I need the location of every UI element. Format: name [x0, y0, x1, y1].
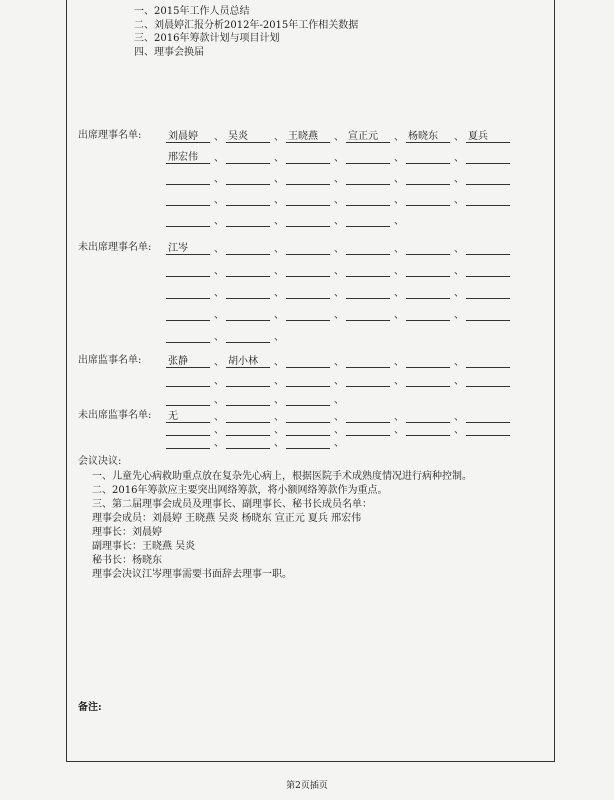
- name-blank: 刘晨婷: [166, 131, 210, 143]
- name-blank: [166, 424, 210, 436]
- name-blank: [226, 215, 270, 227]
- separator: 、: [454, 310, 464, 321]
- name-blank: [406, 424, 450, 436]
- separator: 、: [394, 266, 404, 277]
- separator: 、: [394, 174, 404, 185]
- separator: 、: [214, 288, 224, 299]
- name-blank: [286, 194, 330, 206]
- name-blank: 无: [166, 411, 210, 423]
- name-blank: [406, 356, 450, 368]
- name-blank: [286, 424, 330, 436]
- separator: 、: [274, 288, 284, 299]
- name-blank: [226, 173, 270, 185]
- separator: 、: [214, 153, 224, 164]
- separator: 、: [274, 266, 284, 277]
- separator: 、: [274, 412, 284, 423]
- name-blank: [286, 265, 330, 277]
- name-blank: 宣正元: [346, 131, 390, 143]
- name-blank: [226, 411, 270, 423]
- separator: 、: [274, 195, 284, 206]
- name-blank: [346, 194, 390, 206]
- name-blank: [226, 152, 270, 164]
- name-blank: [166, 394, 210, 406]
- separator: 、: [214, 357, 224, 368]
- resolution-line: 二、2016年筹款应主要突出网络筹款，将小额网络筹款作为重点。: [92, 485, 388, 496]
- separator: 、: [454, 153, 464, 164]
- name-blank: [226, 265, 270, 277]
- separator: 、: [274, 438, 284, 449]
- name-blank: [406, 243, 450, 255]
- resolution-title: 会议决议:: [78, 456, 122, 467]
- name-blank: 吴炎: [226, 131, 270, 143]
- name-blank: 胡小林: [226, 356, 270, 368]
- separator: 、: [214, 266, 224, 277]
- separator: 、: [334, 132, 344, 143]
- separator: 、: [334, 376, 344, 387]
- separator: 、: [274, 216, 284, 227]
- separator: 、: [454, 357, 464, 368]
- separator: 、: [214, 244, 224, 255]
- separator: 、: [274, 376, 284, 387]
- separator: 、: [454, 412, 464, 423]
- separator: 、: [274, 357, 284, 368]
- name-blank: [226, 287, 270, 299]
- name-blank: [406, 309, 450, 321]
- attending-supervisors-label: 出席监事名单:: [78, 355, 142, 366]
- separator: 、: [394, 376, 404, 387]
- separator: 、: [334, 195, 344, 206]
- separator: 、: [214, 132, 224, 143]
- name-blank: [346, 287, 390, 299]
- separator: 、: [274, 174, 284, 185]
- agenda-item: 三、2016年筹款计划与项目计划: [134, 33, 280, 44]
- name-blank: [226, 394, 270, 406]
- separator: 、: [334, 153, 344, 164]
- separator: 、: [334, 395, 344, 406]
- separator: 、: [274, 310, 284, 321]
- separator: 、: [274, 132, 284, 143]
- name-blank: [406, 265, 450, 277]
- separator: 、: [394, 310, 404, 321]
- name-blank: [166, 287, 210, 299]
- name-blank: [286, 437, 330, 449]
- name-blank: [286, 375, 330, 387]
- separator: 、: [454, 174, 464, 185]
- name-blank: [346, 173, 390, 185]
- name-blank: [346, 265, 390, 277]
- name-blank: [166, 331, 210, 343]
- separator: 、: [334, 357, 344, 368]
- name-blank: [226, 437, 270, 449]
- name-blank: [286, 243, 330, 255]
- name-blank: [166, 437, 210, 449]
- separator: 、: [454, 376, 464, 387]
- resolution-line: 副理事长：王晓燕 吴炎: [92, 541, 196, 552]
- separator: 、: [334, 288, 344, 299]
- name-blank: [286, 356, 330, 368]
- name-blank: [466, 309, 510, 321]
- name-blank: [286, 309, 330, 321]
- name-blank: [346, 309, 390, 321]
- name-blank: [406, 411, 450, 423]
- separator: 、: [274, 244, 284, 255]
- separator: 、: [454, 266, 464, 277]
- name-blank: [466, 356, 510, 368]
- name-blank: 杨晓东: [406, 131, 450, 143]
- name-blank: 王晓燕: [286, 131, 330, 143]
- name-blank: [406, 287, 450, 299]
- separator: 、: [334, 412, 344, 423]
- resolution-line: 理事长：刘晨婷: [92, 527, 162, 538]
- separator: 、: [214, 174, 224, 185]
- separator: 、: [394, 425, 404, 436]
- separator: 、: [214, 395, 224, 406]
- separator: 、: [394, 357, 404, 368]
- name-blank: [286, 215, 330, 227]
- name-blank: [346, 375, 390, 387]
- name-blank: [466, 243, 510, 255]
- separator: 、: [214, 195, 224, 206]
- name-blank: [466, 424, 510, 436]
- name-blank: [286, 411, 330, 423]
- resolution-line: 秘书长：杨晓东: [92, 555, 162, 566]
- separator: 、: [334, 216, 344, 227]
- separator: 、: [214, 332, 224, 343]
- separator: 、: [454, 132, 464, 143]
- name-blank: [226, 194, 270, 206]
- separator: 、: [394, 288, 404, 299]
- separator: 、: [214, 438, 224, 449]
- separator: 、: [394, 244, 404, 255]
- separator: 、: [394, 132, 404, 143]
- separator: 、: [334, 425, 344, 436]
- name-blank: 夏兵: [466, 131, 510, 143]
- name-blank: [226, 424, 270, 436]
- separator: 、: [394, 195, 404, 206]
- name-blank: [166, 215, 210, 227]
- name-blank: [346, 411, 390, 423]
- name-blank: [226, 375, 270, 387]
- separator: 、: [394, 412, 404, 423]
- page-footer: 第2页插页: [286, 781, 328, 791]
- name-blank: [346, 243, 390, 255]
- name-blank: [286, 152, 330, 164]
- resolution-line: 一、儿童先心病救助重点放在复杂先心病上，根据医院手术成熟度情况进行病种控制。: [92, 471, 472, 482]
- separator: 、: [334, 174, 344, 185]
- name-blank: [346, 152, 390, 164]
- separator: 、: [274, 332, 284, 343]
- name-blank: [286, 394, 330, 406]
- separator: 、: [334, 438, 344, 449]
- separator: 、: [334, 266, 344, 277]
- name-blank: [466, 411, 510, 423]
- separator: 、: [334, 244, 344, 255]
- agenda-item: 一、2015年工作人员总结: [134, 6, 250, 17]
- name-blank: [346, 356, 390, 368]
- separator: 、: [214, 216, 224, 227]
- remarks-label: 备注:: [78, 702, 102, 713]
- separator: 、: [394, 153, 404, 164]
- name-blank: [286, 287, 330, 299]
- separator: 、: [214, 376, 224, 387]
- name-blank: [466, 265, 510, 277]
- name-blank: [406, 375, 450, 387]
- separator: 、: [394, 216, 404, 227]
- name-blank: [346, 215, 390, 227]
- name-blank: [406, 194, 450, 206]
- separator: 、: [454, 288, 464, 299]
- separator: 、: [274, 153, 284, 164]
- separator: 、: [214, 310, 224, 321]
- name-blank: 江岑: [166, 243, 210, 255]
- name-blank: [346, 424, 390, 436]
- resolution-line: 理事会成员：刘晨婷 王晓燕 吴炎 杨晓东 宣正元 夏兵 邢宏伟: [92, 513, 362, 524]
- separator: 、: [274, 395, 284, 406]
- agenda-item: 四、理事会换届: [134, 47, 204, 58]
- separator: 、: [454, 425, 464, 436]
- name-blank: [166, 173, 210, 185]
- name-blank: [226, 309, 270, 321]
- absent-directors-label: 未出席理事名单:: [78, 242, 152, 253]
- name-blank: [226, 243, 270, 255]
- name-blank: [286, 173, 330, 185]
- attending-directors-label: 出席理事名单:: [78, 130, 142, 141]
- separator: 、: [214, 412, 224, 423]
- name-blank: 邢宏伟: [166, 152, 210, 164]
- name-blank: [406, 152, 450, 164]
- name-blank: 张静: [166, 356, 210, 368]
- absent-supervisors-label: 未出席监事名单:: [78, 410, 152, 421]
- agenda-item: 二、刘晨婷汇报分析2012年-2015年工作相关数据: [134, 20, 359, 31]
- name-blank: [166, 309, 210, 321]
- name-blank: [466, 194, 510, 206]
- name-blank: [166, 265, 210, 277]
- name-blank: [406, 173, 450, 185]
- separator: 、: [454, 244, 464, 255]
- separator: 、: [334, 310, 344, 321]
- resolution-line: 理事会决议江岑理事需要书面辞去理事一职。: [92, 569, 292, 580]
- resolution-line: 三、第二届理事会成员及理事长、副理事长、秘书长成员名单：: [92, 499, 372, 510]
- name-blank: [466, 152, 510, 164]
- name-blank: [166, 194, 210, 206]
- name-blank: [226, 331, 270, 343]
- name-blank: [466, 375, 510, 387]
- separator: 、: [274, 425, 284, 436]
- name-blank: [166, 375, 210, 387]
- separator: 、: [214, 425, 224, 436]
- name-blank: [466, 173, 510, 185]
- separator: 、: [454, 195, 464, 206]
- name-blank: [466, 287, 510, 299]
